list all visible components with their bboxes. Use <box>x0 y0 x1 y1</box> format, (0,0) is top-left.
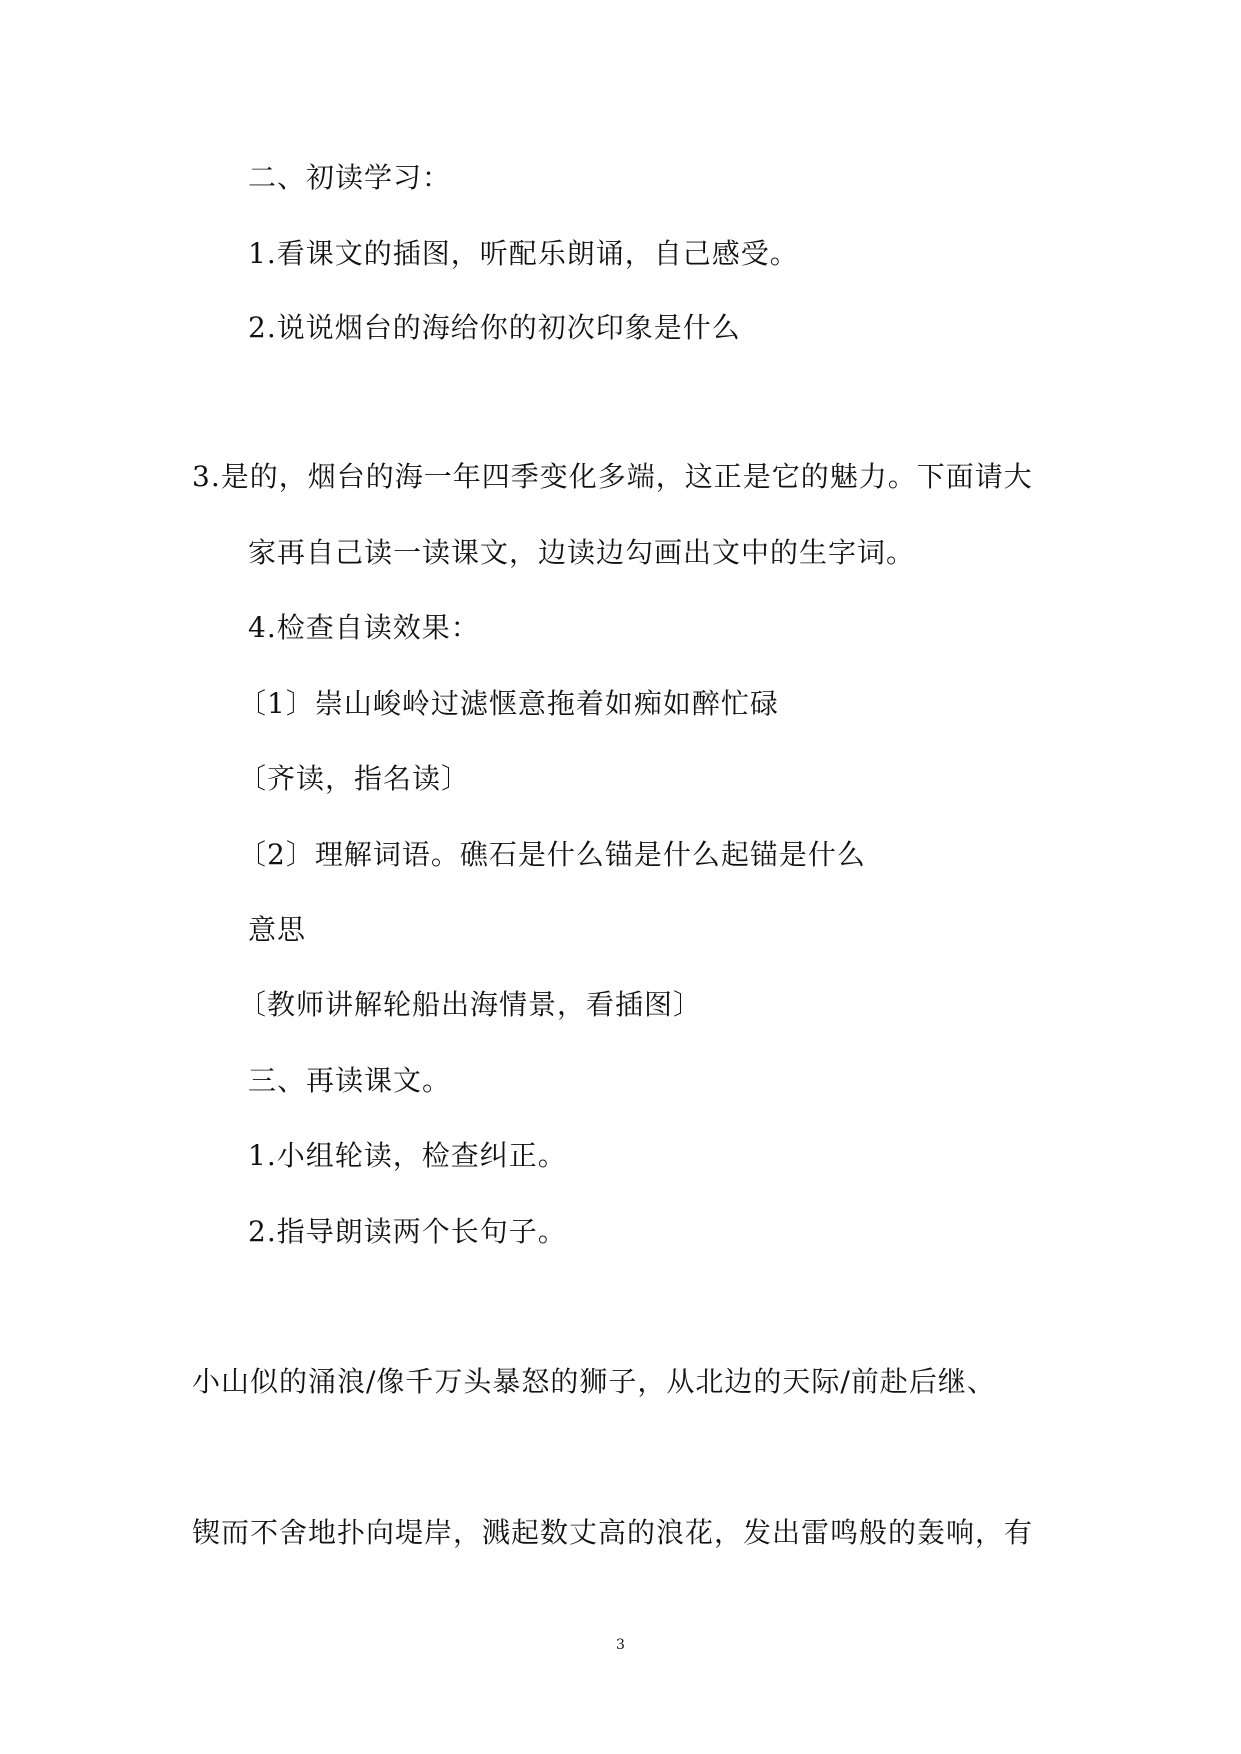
paragraph-line: 2.指导朗读两个长句子。 <box>248 1215 567 1248</box>
paragraph-line: 1.看课文的插图，听配乐朗诵，自己感受。 <box>248 237 799 270</box>
paragraph-line: 4.检查自读效果： <box>248 611 480 644</box>
paragraph-line: 〔2〕理解词语。礁石是什么锚是什么起锚是什么 <box>238 838 866 871</box>
paragraph-line: 2.说说烟台的海给你的初次印象是什么 <box>248 311 741 344</box>
paragraph-line: 1.小组轮读，检查纠正。 <box>248 1139 567 1172</box>
paragraph-line: 3.是的，烟台的海一年四季变化多端，这正是它的魅力。下面请大 <box>192 460 1033 493</box>
quoted-text-line: 锲而不舍地扑向堤岸，溅起数丈高的浪花，发出雷鸣般的轰响，有 <box>192 1516 1034 1549</box>
quoted-text-line: 小山似的涌浪/像千万头暴怒的狮子，从北边的天际/前赴后继、 <box>192 1365 996 1398</box>
paragraph-line: 家再自己读一读课文，边读边勾画出文中的生字词。 <box>248 536 916 569</box>
paragraph-line: 〔教师讲解轮船出海情景，看插图〕 <box>238 988 703 1021</box>
page-number: 3 <box>616 1637 625 1653</box>
paragraph-line: 〔齐读，指名读〕 <box>238 762 471 795</box>
section-heading-reread: 三、再读课文。 <box>248 1064 452 1097</box>
paragraph-line: 意思 <box>248 913 307 946</box>
paragraph-line: 〔1〕崇山峻岭过滤惬意拖着如痴如醉忙碌 <box>238 687 779 720</box>
section-heading-first-reading: 二、初读学习： <box>248 161 452 194</box>
